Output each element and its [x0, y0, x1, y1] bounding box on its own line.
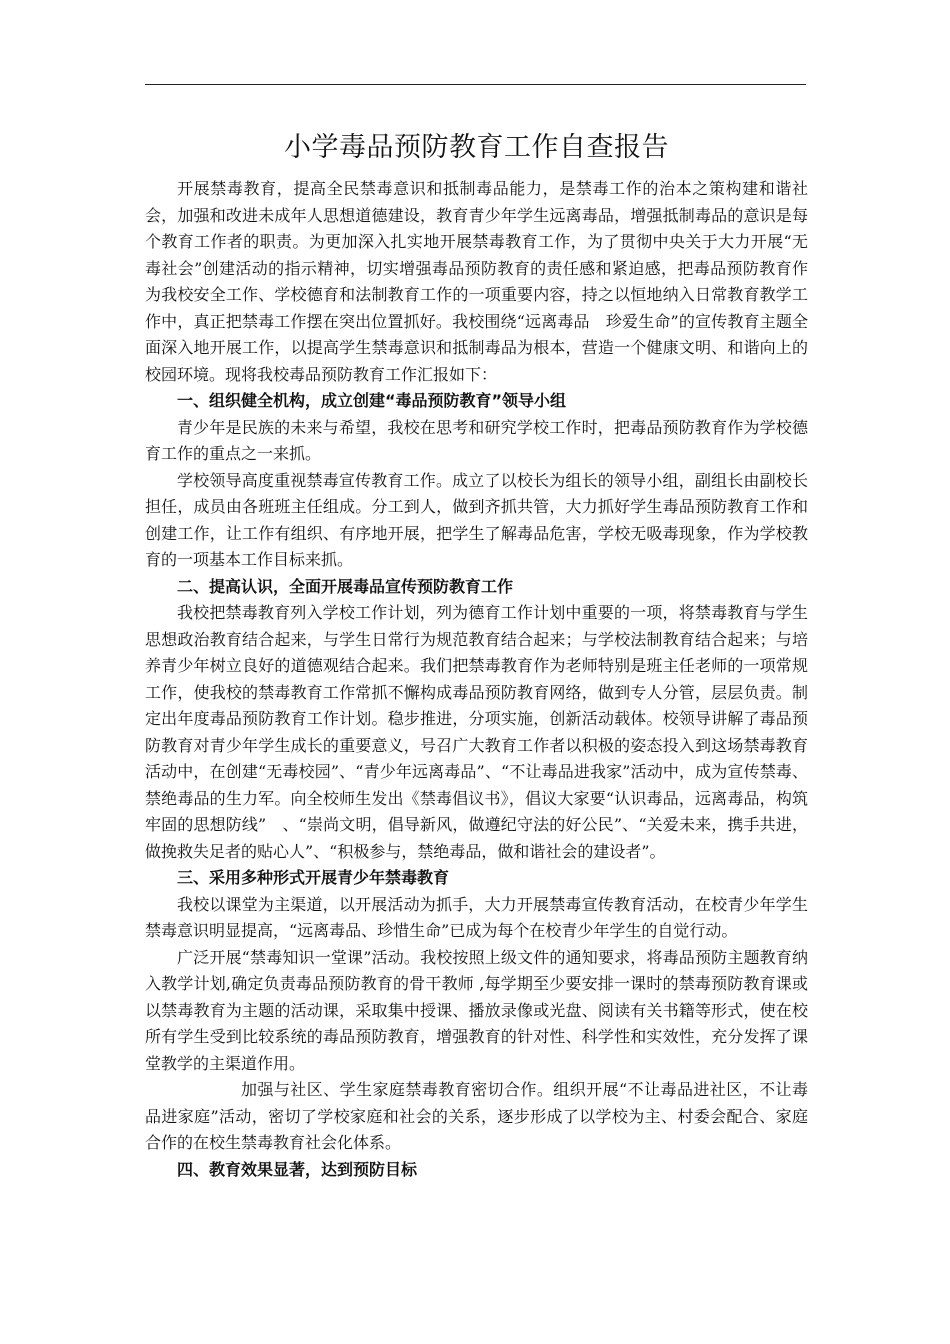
intro-paragraph: 开展禁毒教育，提高全民禁毒意识和抵制毒品能力，是禁毒工作的治本之策构建和谐社会，加强和改进未成年人思想道德建设，教育青少年学生远离毒品，增强抵制毒品的意识是每个教育工作者的职责。为更加深入扎实地开展禁毒教育工作，为了贯彻中央关于大力开展“无毒社会”创建活动的指示精神，切实增强毒品预防教育的责任感和紧迫感，把毒品预防教育作为我校安全工作、学校德育和法制教育工作的一项重要内容，持之以恒地纳入日常教育教学工作中，真正把禁毒工作摆在突出位置抓好。我校围绕“远离毒品 珍爱生命”的宣传教育主题全面深入地开展工作，以提高学生禁毒意识和抵制毒品为根本，营造一个健康文明、和谐向上的校园环境。现将我校毒品预防教育工作汇报如下： — [145, 179, 808, 384]
section-2-heading: 二、提高认识，全面开展毒品宣传预防教育工作 — [177, 576, 514, 596]
section-1-heading: 一、组织健全机构，成立创建“毒品预防教育”领导小组 — [177, 391, 567, 410]
section-1-paragraph-1: 青少年是民族的未来与希望，我校在思考和研究学校工作时，把毒品预防教育作为学校德育工作的重点之一来抓。 — [145, 417, 808, 463]
section-1-paragraph-2: 学校领导高度重视禁毒宣传教育工作。成立了以校长为组长的领导小组，副组长由副校长担任，成员由各班班主任组成。分工到人，做到齐抓共管，大力抓好学生毒品预防教育工作和创建工作，让工作有组织、有序地开展，把学生了解毒品危害，学校无吸毒现象，作为学校教育的一项基本工作目标来抓。 — [145, 470, 808, 569]
section-3-paragraph-2: 广泛开展“禁毒知识一堂课”活动。我校按照上级文件的通知要求，将毒品预防主题教育纳入教学计划,确定负责毒品预防教育的骨干教师 ,每学期至少要安排一课时的禁毒预防教育课或以禁毒教育为主题的活动课，采取集中授课、播放录像或光盘、阅读有关书籍等形式，使在校所有学生受到比较系统的毒品预防教育，增强教育的针对性、科学性和实效性，充分发挥了课堂教学的主渠道作用。 — [145, 947, 808, 1073]
section-3-paragraph-1: 我校以课堂为主渠道，以开展活动为抓手，大力开展禁毒宣传教育活动，在校青少年学生禁毒意识明显提高，“远离毒品、珍惜生命”已成为每个在校青少年学生的自觉行动。 — [145, 894, 808, 940]
section-3-paragraph-3: 加强与社区、学生家庭禁毒教育密切合作。组织开展“不让毒品进社区，不让毒品进家庭”活动，密切了学校家庭和社会的关系，逐步形成了以学校为主、村委会配合、家庭合作的在校生禁毒教育社会化体系。 — [145, 1080, 808, 1152]
section-3-heading: 三、采用多种形式开展青少年禁毒教育 — [177, 868, 450, 887]
section-2-paragraph-1: 我校把禁毒教育列入学校工作计划，列为德育工作计划中重要的一项，将禁毒教育与学生思想政治教育结合起来，与学生日常行为规范教育结合起来；与学校法制教育结合起来；与培养青少年树立良好的道德观结合起来。我们把禁毒教育作为老师特别是班主任老师的一项常规工作，使我校的禁毒教育工作常抓不懈构成毒品预防教育网络，做到专人分管，层层负责。制定出年度毒品预防教育工作计划。稳步推进，分项实施，创新活动载体。校领导讲解了毒品预防教育对青少年学生成长的重要意义，号召广大教育工作者以积极的姿态投入到这场禁毒教育活动中，在创建“无毒校园”、“青少年远离毒品”、“不让毒品进我家”活动中，成为宣传禁毒、禁绝毒品的生力军。向全校师生发出《禁毒倡议书》，倡议大家要“认识毒品，远离毒品，构筑牢固的思想防线” 、“崇尚文明，倡导新风，做遵纪守法的好公民”、“关爱未来，携手共进，做挽救失足者的贴心人”、“积极参与，禁绝毒品，做和谐社会的建设者”。 — [145, 603, 808, 861]
document-body — [145, 128, 808, 1183]
document-title: 小学毒品预防教育工作自查报告 — [284, 132, 669, 163]
section-4-heading: 四、教育效果显著，达到预防目标 — [177, 1159, 418, 1179]
header-rule — [145, 84, 806, 85]
